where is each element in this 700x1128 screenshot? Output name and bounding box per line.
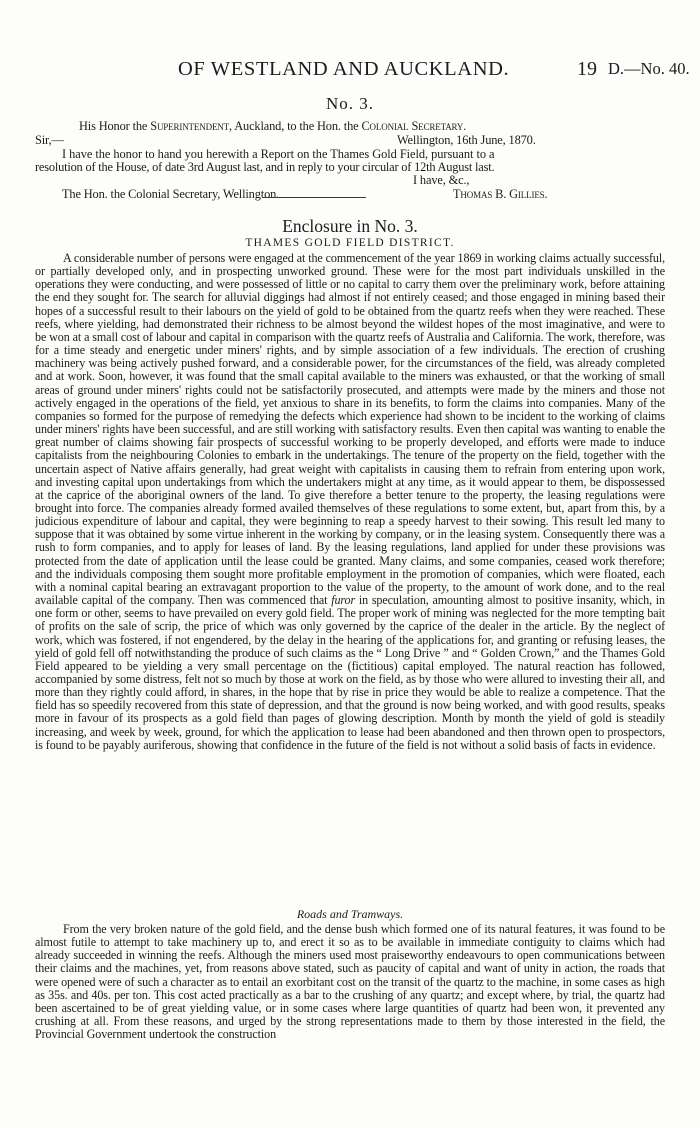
salutation: Sir,— — [35, 133, 64, 147]
address-text-1: His Honor the — [79, 119, 151, 133]
enclosure-text-emphasis: furor — [331, 593, 356, 608]
letter-body-line-2: resolution of the House, of date 3rd August last, and in reply to your circular of 12th August last. — [35, 160, 495, 174]
section-divider — [262, 197, 366, 198]
address-to: Colonial Secretary — [361, 119, 464, 133]
address-text-2: , Auckland, to the Hon. the — [229, 119, 362, 133]
letter-addressee: The Hon. the Colonial Secretary, Wellington. — [62, 187, 280, 201]
letter-address-line — [79, 119, 466, 134]
place-date: Wellington, 16th June, 1870. — [397, 133, 536, 147]
roads-heading: Roads and Tramways. — [296, 907, 404, 921]
enclosure-body — [35, 252, 665, 904]
enclosure-paragraph — [35, 252, 665, 752]
address-from: Superintendent — [150, 119, 230, 133]
paper-reference: D.—No. 40. — [608, 59, 690, 78]
letter-number-heading: No. 3. — [325, 94, 375, 113]
letter-closing: I have, &c., — [413, 173, 470, 187]
enclosure-text-part-1: A considerable number of persons were engaged at the commencement of the year 1869 in working claims actually successful, or partially developed only, and in prospecting unworked ground. These were for the most part individuals unskilled in the operations they were conducting, and were possessed of little or no capital to carry them over the preliminary work, before attaining the end they sought for. The search for alluvial diggings had almost if not entirely ceased; and those engaged in mining based their hopes of a successful result to their labours on the yield of gold to be obtained from the quartz reefs when they were reached. These reefs, where yielding, had demonstrated their richness to be almost beyond the wildest hopes of the most imaginative, and were to be won at a small cost of labour and capital in comparison with the quartz reefs of Australia and California. The work, therefore, was for a time steady and energetic under miners' rights, and by simple association of a few individuals. The erection of crushing machinery was being actively pushed forward, and a considerable power, for the circumstances of the field, was already completed and at work. Soon, however, it was found that the small capital available to the miners was exhausted, or that the working of small areas of ground under miners' rights could not be satisfactorily prosecuted, and attempts were made by the miners and those not actively engaged in the operations of the field, yet anxious to share in its benefits, to form the claims into companies. Many of the companies so formed for the purpose of remedying the defects which experience had shown to be incident to the working of claims under miners' rights have been successful, and are still working with satisfactory results. Even then capital was wanting to enable the great number of claims showing fair prospects of successful working to be properly developed, and efforts were made to induce capitalists from the neighbouring Colonies to embark in the undertakings. The tenure of the property on the field, together with the uncertain aspect of Native affairs generally, had great weight with capitalists in causing them to refrain from entering upon work, and investing capital upon undertakings from which the undertakers might at any time, as it would appear to them, be dispossessed at the caprice of the aboriginal owners of the land. To give therefore a better tenure to the property, the leasing regulations were brought into force. The companies already formed availed themselves of these regulations to some extent, but, apart from this, by a judicious expenditure of labour and capital, they were beginning to reap a speedy harvest to their sowing. This result led many to suppose that it was obtained by some virtue inherent in the working by company, or in the leasing system. Consequently there was a rush to form companies, and to apply for leases of land. By the leasing regulations, land applied for under these provisions was protected from the date of application until the lease could be granted. Many claims, and some companies, ceased work therefore; and the individuals composing them sought more profitable employment in the promotion of companies, which were floated, each with a nominal capital bearing an extravagant proportion to the value of the property, to the amount of work done, and to the real available capital of the company. Then was commenced that — [35, 252, 665, 608]
roads-paragraph: From the very broken nature of the gold field, and the dense bush which formed one of its natural features, it was found to be almost futile to attempt to take machinery up to, and erect it so as to be available in immediate contiguity to claims which had already succeeded in winning the reefs. Although the miners used most praiseworthy endeavours to open communications between their claims and the machines, yet, from reasons above stated, such as paucity of capital and want of unity in action, the roads that were opened were of such a character as to entail an exorbitant cost on the transit of the quartz to the machine, in some cases as high as 35s. and 40s. per ton. This cost acted practically as a bar to the crushing of any quartz; and except where, by trial, the quartz had been ascertained to be of great yielding value, or in some cases where large quantities of quartz had been won, it prevented any crushing at all. From these reasons, and urged by the strong representations made to them by those interested in the field, the Provincial Government undertook the construction — [35, 923, 665, 1042]
district-heading: THAMES GOLD FIELD DISTRICT. — [245, 237, 455, 249]
letter-signature: Thomas B. Gillies. — [453, 187, 548, 201]
letter-body-line-1: I have the honor to hand you herewith a Report on the Thames Gold Field, pursuant to a — [62, 147, 495, 161]
address-text-3: . — [463, 119, 467, 133]
enclosure-text-part-2: in speculation, amounting almost to positive insanity, which, in one form or other, seems to have prevailed on every gold field. The proper work of mining was neglected for the more tempting bait of profits on the sale of scrip, the price of which was only governed by the caprice of the dealer in the article. By the neglect of work, which was fostered, if not engendered, by the delay in the hearing of the applications for, and granting or refusing leases, the yield of gold fell off notwithstanding the produce of such claims as the “ Long Drive ” and “ Golden Crown,” and the Thames Gold Field appeared to be yielding a very small percentage on the (fictitious) capital employed. The natural reaction has followed, accompanied by some distress, felt not so much by those at work on the field, as by those who were allured to investing their all, and more than they rightly could afford, in shares, in the hope that by rise in price they would be able to realize a competence. That the field has so speedily recovered from this state of depression, and that the ground is now being worked, and with good results, speaks more in favour of its prospects as a gold field than pages of glowing description. Month by month the yield of gold is steadily increasing, and week by week, ground, for which the application to lease had been abandoned and then thrown open to prospectors, is found to be payably auriferous, showing that confidence in the future of the field is not without a solid basis of facts in evidence. — [35, 593, 665, 752]
running-head — [0, 58, 700, 80]
page-number: 19 — [577, 58, 597, 80]
roads-body — [35, 923, 665, 1120]
enclosure-heading: Enclosure in No. 3. — [282, 216, 418, 236]
running-head-title: OF WESTLAND AND AUCKLAND. — [178, 58, 510, 80]
